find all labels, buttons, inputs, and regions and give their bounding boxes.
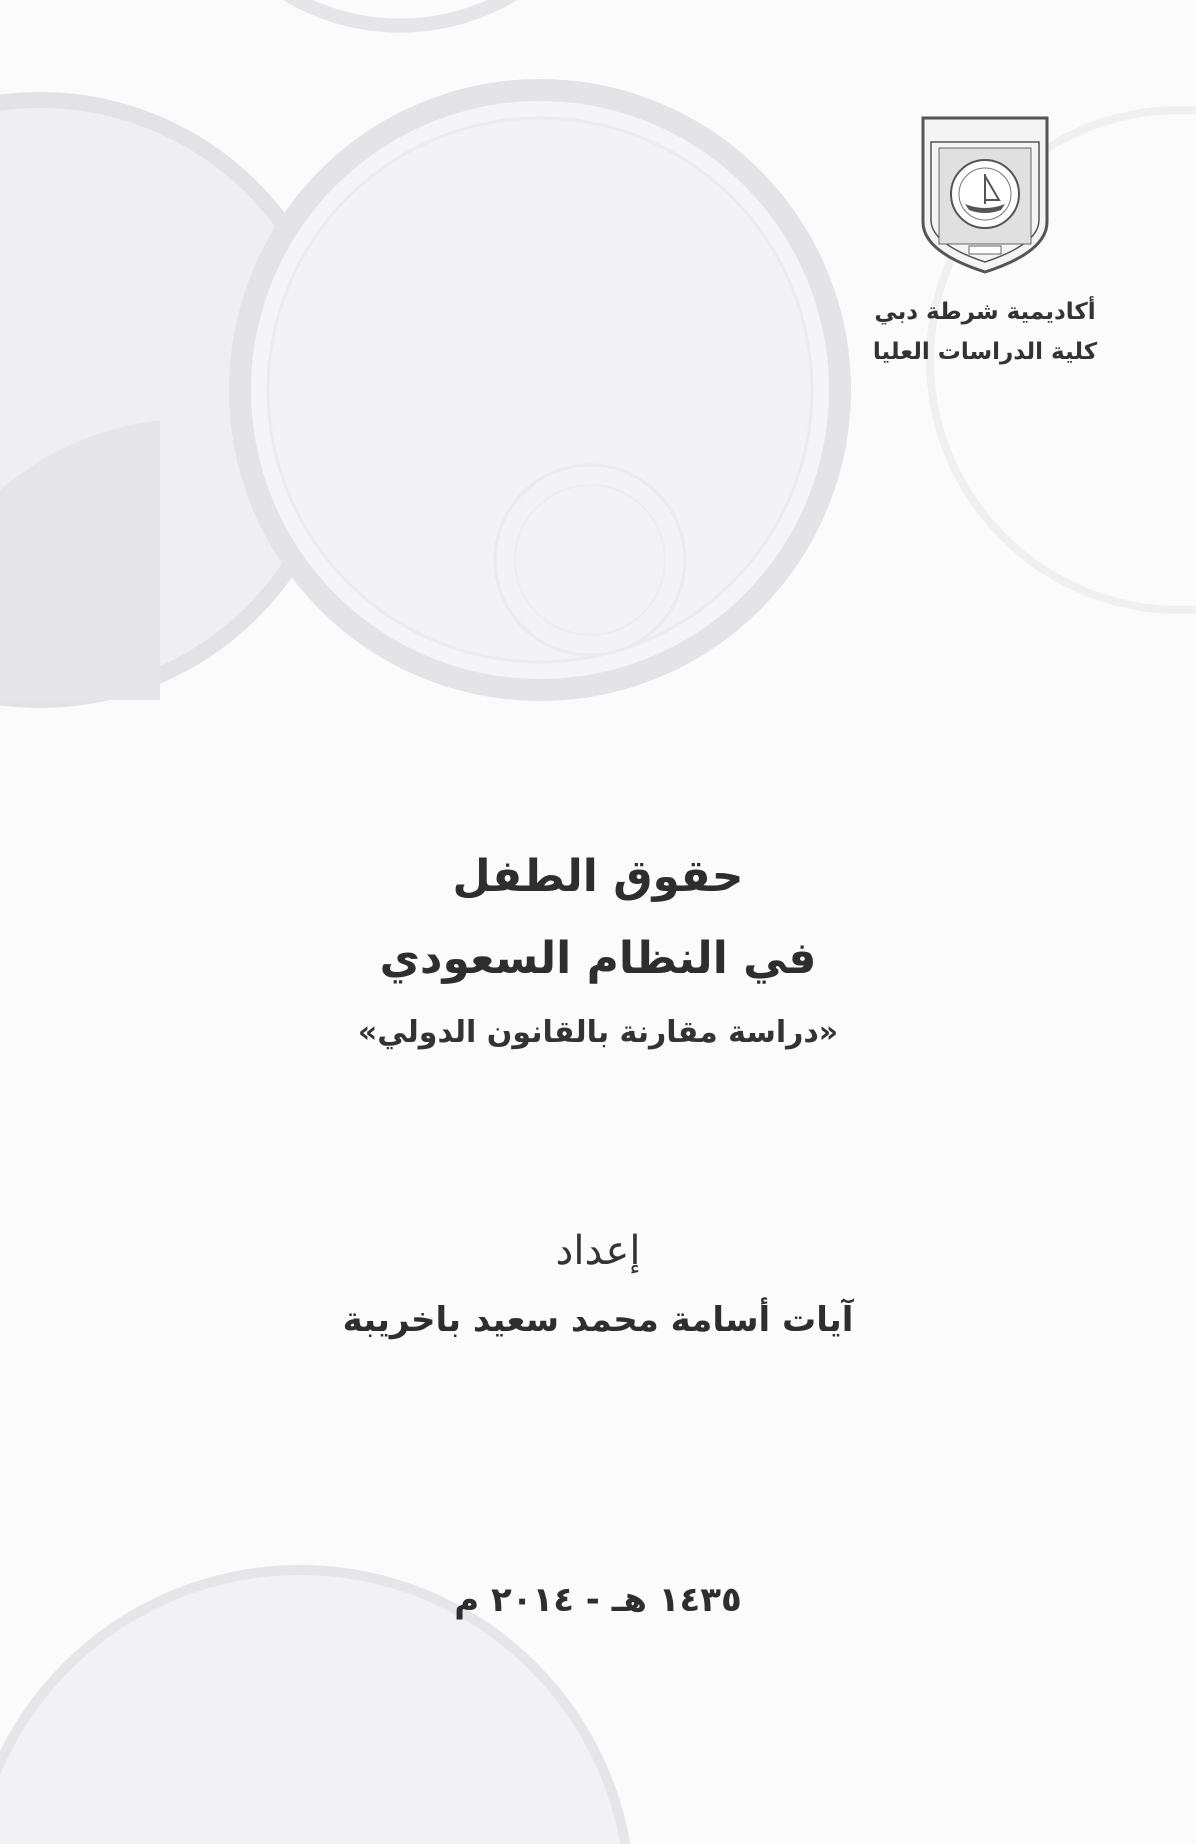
arc-center-inner <box>268 118 812 662</box>
arc-top <box>280 0 520 26</box>
author-name: آيات أسامة محمد سعيد باخريبة <box>342 1300 854 1340</box>
prepared-by-label: إعداد <box>555 1228 641 1274</box>
page-title-line1: حقوق الطفل <box>452 851 744 902</box>
page-title-line2: في النظام السعودي <box>379 933 817 984</box>
college-name: كلية الدراسات العليا <box>872 339 1098 365</box>
academy-logo-block <box>855 112 1115 365</box>
dubai-police-academy-emblem-icon <box>915 112 1055 277</box>
title-block <box>0 851 1196 1050</box>
academy-name: أكاديمية شرطة دبي <box>874 299 1096 325</box>
page-subtitle: «دراسة مقارنة بالقانون الدولي» <box>357 1015 839 1050</box>
publication-date: ١٤٣٥ هـ - ٢٠١٤ م <box>454 1580 742 1620</box>
